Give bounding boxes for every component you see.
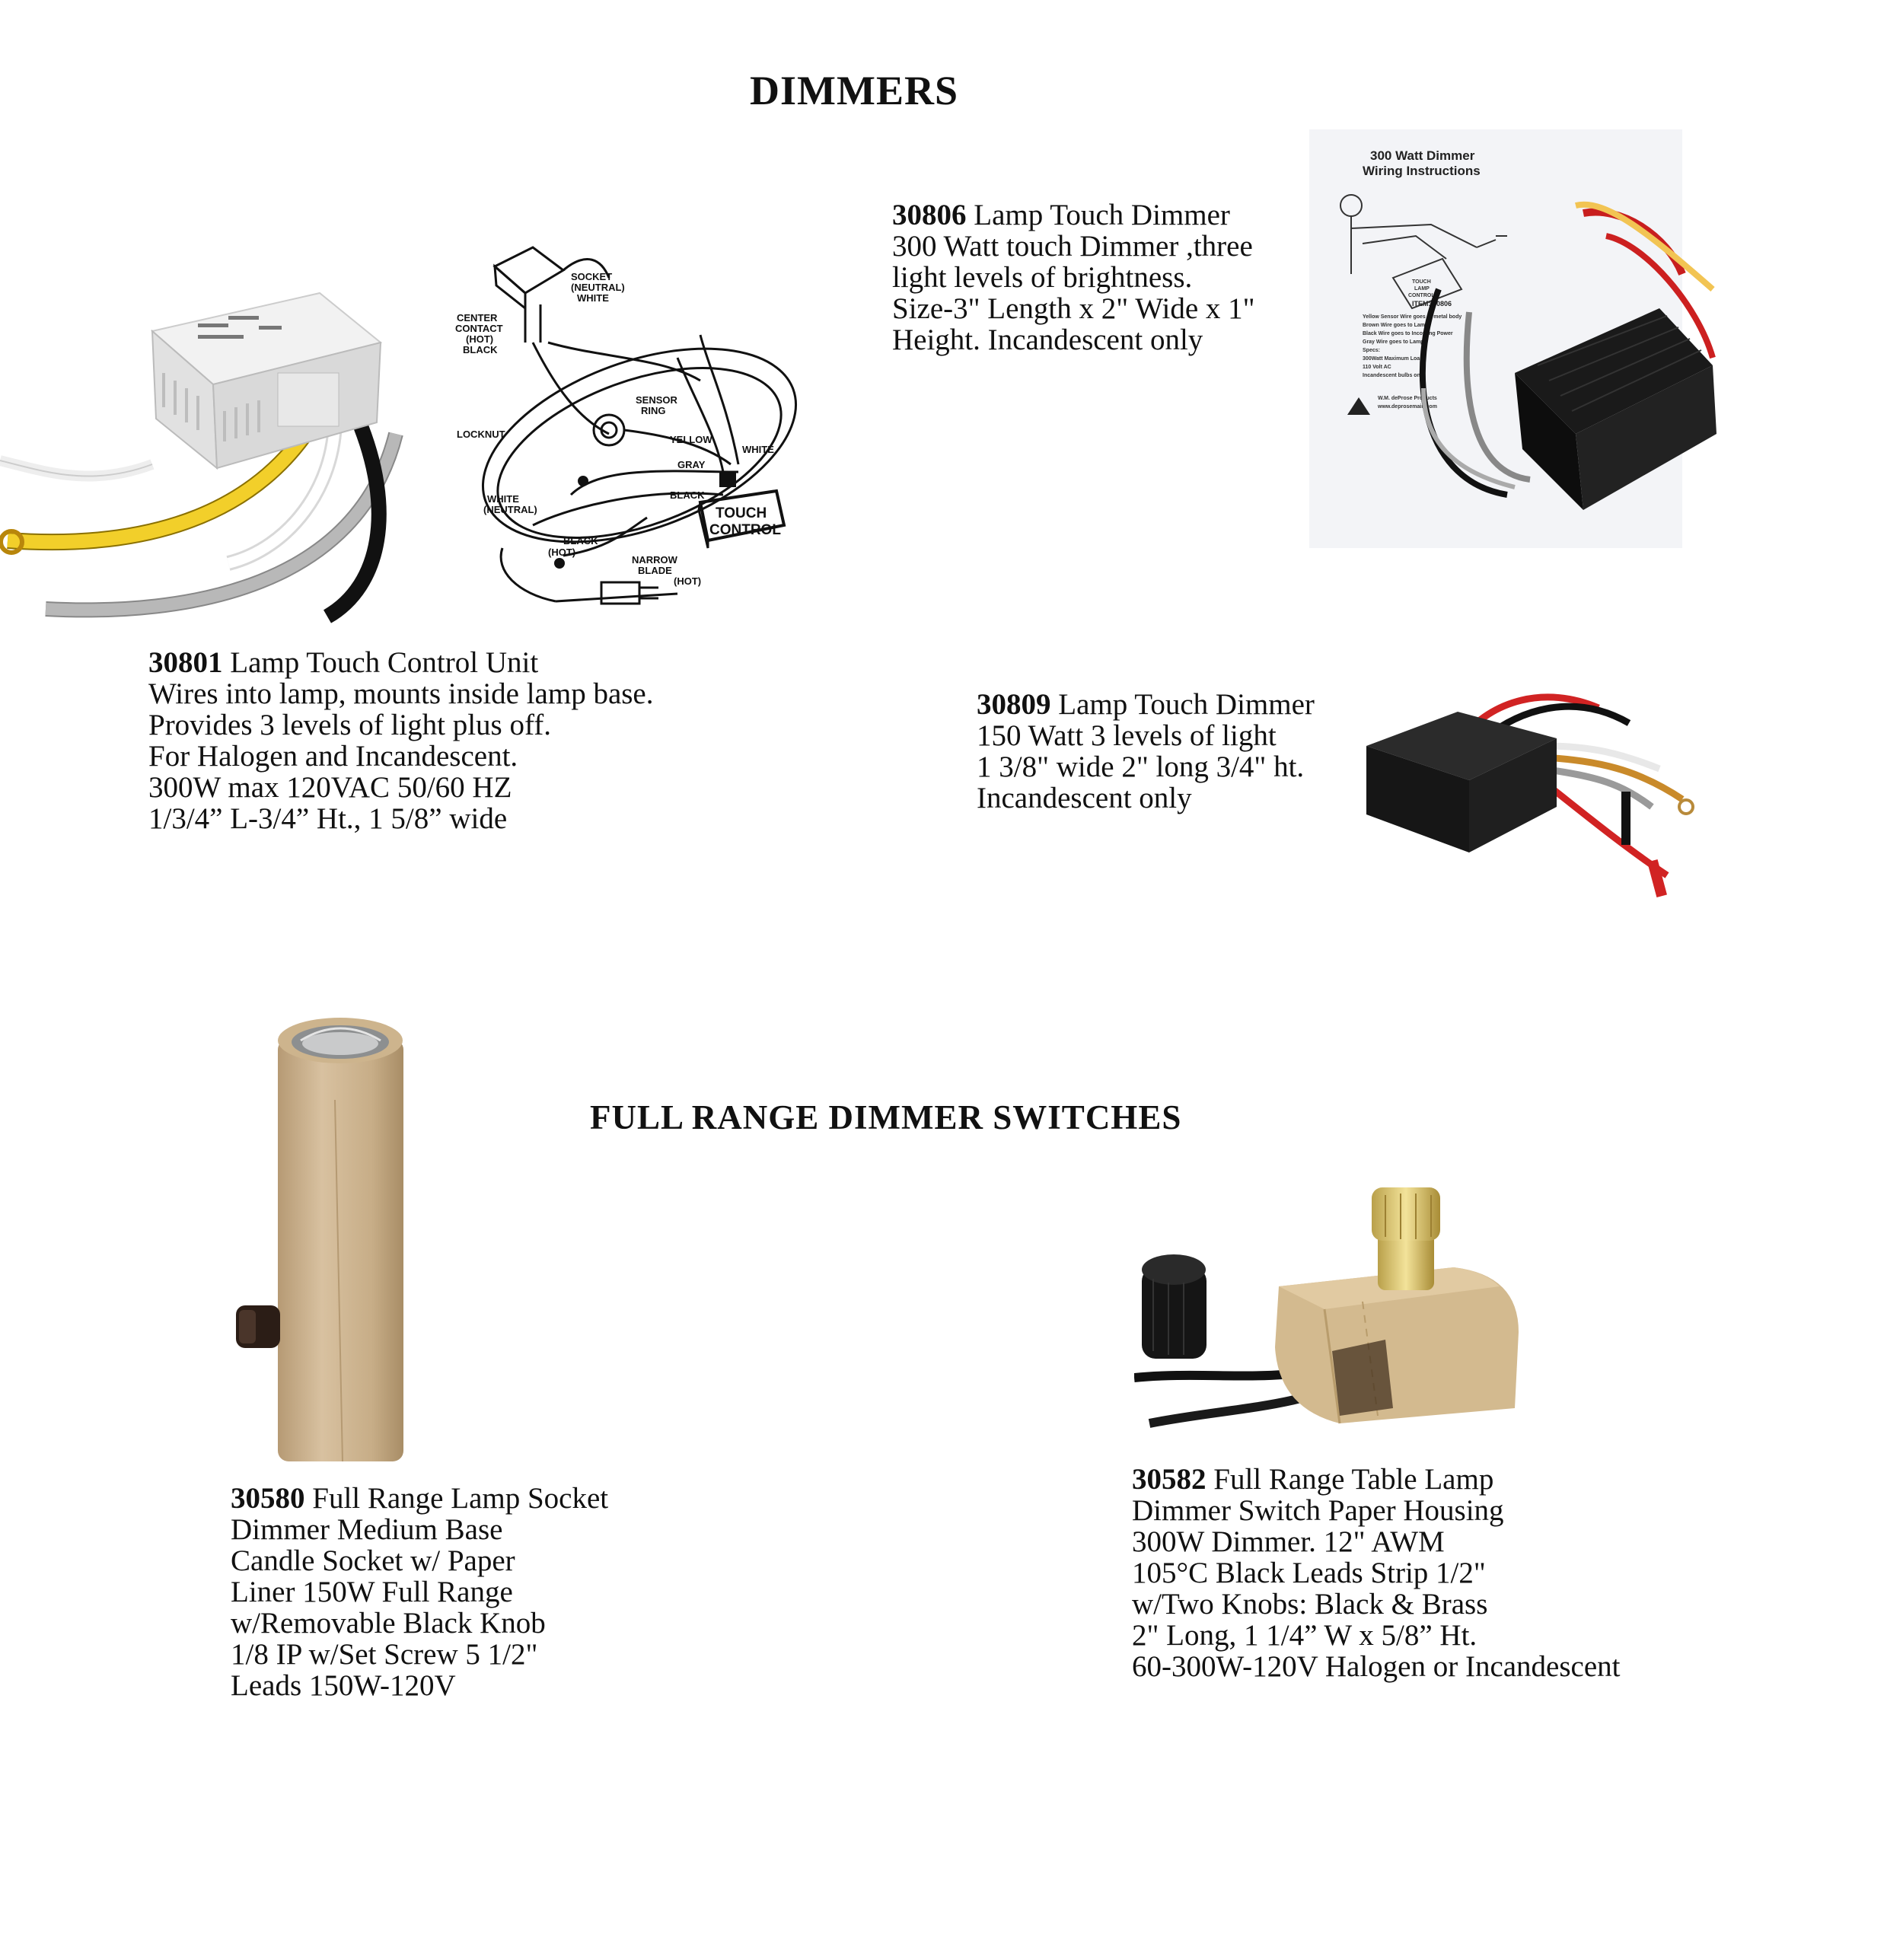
description-line: Candle Socket w/ Paper [231,1544,515,1577]
product-title: Lamp Touch Control Unit [230,646,539,679]
description-line: 1/8 IP w/Set Screw 5 1/2" [231,1638,538,1671]
card-touch-box-3: CONTROL [1408,293,1435,298]
diagram-label-narrow: NARROW [632,554,677,566]
diagram-label-socket: SOCKET [571,271,613,282]
product-code: 30580 [231,1482,305,1515]
product-code: 30582 [1132,1463,1207,1496]
description-line: Liner 150W Full Range [231,1576,513,1608]
product-30580-description [231,1483,608,1701]
touch-control-wiring-diagram [449,244,807,617]
diagram-label-ring: RING [641,405,666,416]
description-line: 105°C Black Leads Strip 1/2" [1132,1557,1486,1589]
touch-dimmer-300w-photo [1286,114,1736,578]
card-line-8: Incandescent bulbs only [1363,373,1425,378]
diagram-label-black-3: BLACK [563,535,598,547]
product-title: Lamp Touch Dimmer [1058,688,1315,721]
card-url: www.deprosemain.com [1378,404,1437,410]
description-line: w/Removable Black Knob [231,1607,546,1640]
diagram-label-blade: BLADE [638,565,672,576]
product-title: Full Range Lamp Socket [312,1482,609,1515]
diagram-label-sensor: SENSOR [636,394,677,406]
table-lamp-dimmer-photo [1134,1180,1538,1454]
description-line: Dimmer Switch Paper Housing [1132,1494,1504,1527]
diagram-label-black: BLACK [463,344,498,355]
description-line: Provides 3 levels of light plus off. [148,709,551,741]
product-title: Full Range Table Lamp [1213,1463,1494,1496]
product-30801-description [148,647,654,834]
lamp-socket-dimmer-photo [228,1009,449,1469]
description-line: Dimmer Medium Base [231,1513,503,1546]
dimmers-heading: DIMMERS [750,68,958,113]
card-maker: W.M. deProse Products [1378,396,1437,401]
diagram-label-touch: TOUCH [716,505,767,521]
diagram-label-control: CONTROL [709,522,781,538]
card-item: ITEM: 30806 [1412,300,1452,308]
description-line: Wires into lamp, mounts inside lamp base. [148,677,654,710]
touch-dimmer-150w-photo [1347,655,1736,906]
diagram-label-gray: GRAY [677,459,706,470]
diagram-label-neutral-2: (NEUTRAL) [483,504,537,515]
full-range-heading: FULL RANGE DIMMER SWITCHES [590,1098,1182,1136]
diagram-label-hot-2: (HOT) [548,547,576,558]
diagram-label-white-2: WHITE [742,444,774,455]
card-line-6: 300Watt Maximum Load [1363,356,1423,362]
product-title: Lamp Touch Dimmer [974,199,1230,231]
description-line: light levels of brightness. [892,261,1193,294]
card-touch-box-1: TOUCH [1412,279,1431,285]
diagram-label-white: WHITE [577,292,609,304]
card-touch-box-2: LAMP [1414,286,1430,292]
description-line: For Halogen and Incandescent. [148,740,518,773]
diagram-label-hot-3: (HOT) [674,575,702,587]
card-line-1: Yellow Sensor Wire goes to metal body [1363,314,1462,320]
description-line: w/Two Knobs: Black & Brass [1132,1588,1488,1621]
touch-control-unit-photo [0,259,426,624]
description-line: Height. Incandescent only [892,323,1203,356]
product-30806-description [892,199,1255,355]
card-line-3: Black Wire goes to Incoming Power [1363,331,1453,336]
diagram-label-center: CENTER [457,312,498,323]
product-30582-description [1132,1464,1621,1682]
description-line: Leads 150W-120V [231,1669,456,1702]
product-30809-description [977,689,1315,814]
description-line: 2" Long, 1 1/4” W x 5/8” Ht. [1132,1619,1477,1652]
diagram-label-yellow: YELLOW [670,434,712,445]
card-title-1: 300 Watt Dimmer [1370,148,1475,163]
diagram-label-white-3: WHITE [487,493,519,505]
card-line-5: Specs: [1363,348,1380,353]
diagram-label-hot: (HOT) [466,333,494,345]
product-code: 30806 [892,199,967,231]
description-line: 300 Watt touch Dimmer ,three [892,230,1253,263]
card-line-2: Brown Wire goes to Lamp [1363,323,1429,328]
product-code: 30809 [977,688,1051,721]
diagram-label-locknut: LOCKNUT [457,429,505,440]
diagram-label-contact: CONTACT [455,323,503,334]
diagram-label-neutral: (NEUTRAL) [571,282,625,293]
description-line: 1 3/8" wide 2" long 3/4" ht. [977,751,1305,783]
product-code: 30801 [148,646,223,679]
diagram-label-black-2: BLACK [670,489,705,501]
description-line: 300W Dimmer. 12" AWM [1132,1525,1445,1558]
description-line: Size-3" Length x 2" Wide x 1" [892,292,1255,325]
description-line: 150 Watt 3 levels of light [977,719,1277,752]
card-line-7: 110 Volt AC [1363,365,1391,370]
card-title-2: Wiring Instructions [1363,164,1481,178]
description-line: Incandescent only [977,782,1192,814]
description-line: 60-300W-120V Halogen or Incandescent [1132,1650,1621,1683]
description-line: 1/3/4” L-3/4” Ht., 1 5/8” wide [148,802,508,835]
card-line-4: Gray Wire goes to Lamp [1363,339,1424,345]
description-line: 300W max 120VAC 50/60 HZ [148,771,512,804]
